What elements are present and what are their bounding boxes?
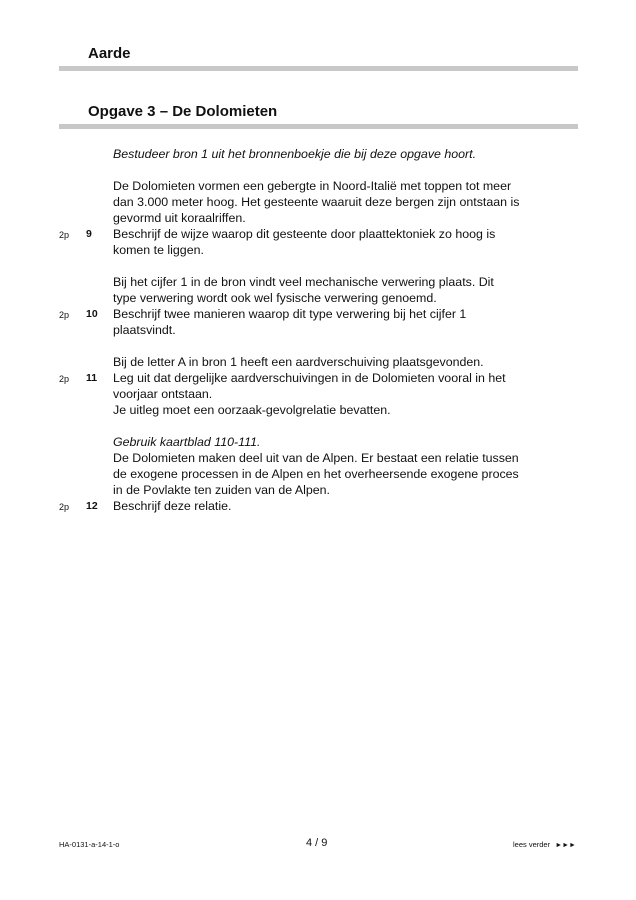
q11-question-line: [59, 370, 558, 386]
q10-context-line: Bij het cijfer 1 in de bron vindt veel mechanische verwering plaats. Dit: [113, 275, 494, 289]
q11-number: 11: [86, 372, 98, 384]
continue-indicator: [513, 839, 576, 852]
continue-label: lees verder: [513, 840, 551, 849]
assignment-title: Opgave 3 – De Dolomieten: [88, 103, 278, 120]
q9-question-text: Beschrijf de wijze waarop dit gesteente door plaattektoniek zo hoog is: [113, 227, 496, 241]
q12-context-line: De Dolomieten maken deel uit van de Alpen. Er bestaat een relatie tussen: [113, 451, 519, 465]
exam-code: HA-0131-a-14-1-o: [59, 840, 120, 849]
q11-context-line: Bij de letter A in bron 1 heeft een aardverschuiving plaatsgevonden.: [113, 355, 484, 369]
question-12-block: [0, 434, 558, 514]
q12-question-line: [59, 498, 558, 514]
source-instruction: Bestudeer bron 1 uit het bronnenboekje die bij deze opgave hoort.: [113, 147, 477, 161]
q11-question-text: Leg uit dat dergelijke aardverschuivingen in de Dolomieten vooral in het: [113, 371, 506, 385]
q12-question-text: Beschrijf deze relatie.: [113, 499, 232, 513]
q12-context-line: in de Povlakte ten zuiden van de Alpen.: [113, 483, 330, 497]
intro-paragraph: [0, 146, 558, 162]
q9-context-line: De Dolomieten vormen een gebergte in Noord-Italië met toppen tot meer: [113, 179, 512, 193]
q9-points: 2p: [59, 230, 70, 240]
q10-question-line: [59, 306, 558, 322]
q11-question-line: voorjaar ontstaan.: [113, 387, 213, 401]
question-10-block: [0, 274, 558, 338]
q10-question-line: plaatsvindt.: [113, 323, 176, 337]
q9-number: 9: [86, 228, 92, 240]
title-divider: [59, 124, 578, 129]
q10-number: 10: [86, 308, 98, 320]
section-divider: [59, 66, 578, 71]
q11-question-line: Je uitleg moet een oorzaak-gevolgrelatie bevatten.: [113, 403, 391, 417]
question-9-block: [0, 178, 558, 258]
q9-question-line: [59, 226, 558, 242]
question-11-block: [0, 354, 558, 418]
q10-points: 2p: [59, 310, 70, 320]
page-footer: [0, 836, 636, 852]
map-instruction: Gebruik kaartblad 110-111.: [113, 435, 261, 449]
triple-arrow-icon: ►►►: [555, 842, 576, 849]
q9-context-line: gevormd uit koraalriffen.: [113, 211, 246, 225]
q9-context-line: dan 3.000 meter hoog. Het gesteente waaruit deze bergen zijn ontstaan is: [113, 195, 520, 209]
page-number: 4 / 9: [306, 837, 328, 849]
q12-number: 12: [86, 500, 98, 512]
assignment-content: [0, 146, 636, 514]
subject-title: Aarde: [88, 45, 131, 62]
q10-context-line: type verwering wordt ook wel fysische verwering genoemd.: [113, 291, 437, 305]
q12-points: 2p: [59, 502, 70, 512]
q10-question-text: Beschrijf twee manieren waarop dit type verwering bij het cijfer 1: [113, 307, 467, 321]
q9-question-line: komen te liggen.: [113, 243, 204, 257]
q11-points: 2p: [59, 374, 70, 384]
q12-context-line: de exogene processen in de Alpen en het overheersende exogene proces: [113, 467, 519, 481]
